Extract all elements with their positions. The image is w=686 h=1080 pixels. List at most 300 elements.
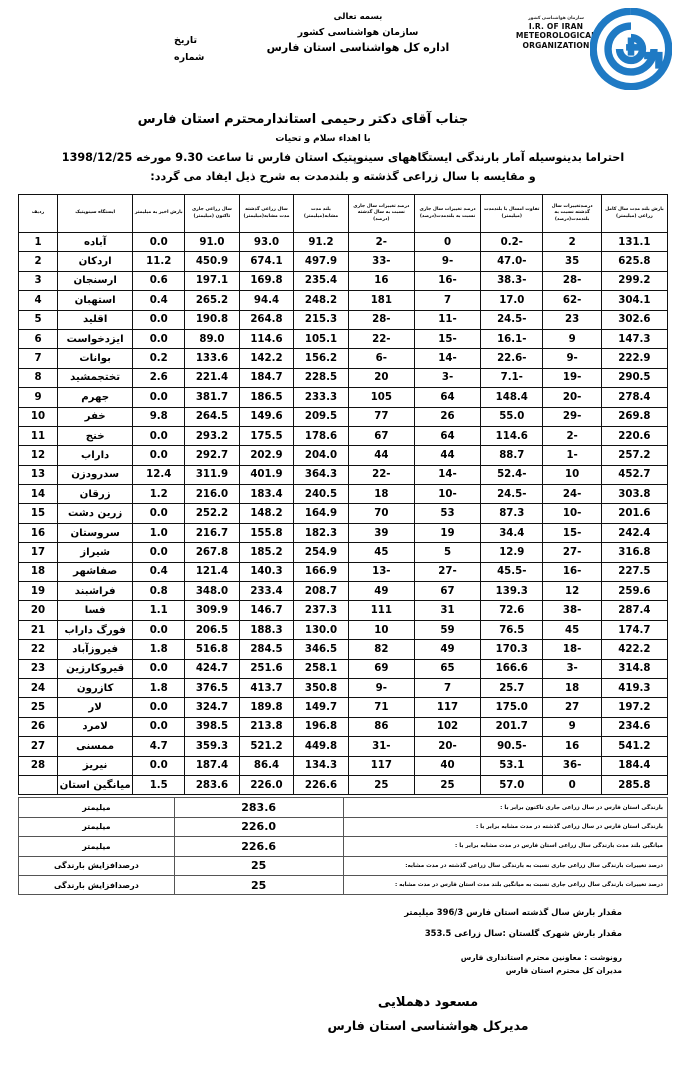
data-cell: 142.2 [239, 349, 294, 368]
data-cell: -38 [543, 601, 601, 620]
row-number-cell: 25 [19, 698, 58, 717]
date-label: تاریخ [174, 35, 198, 46]
table-row [19, 601, 668, 620]
data-cell: 44 [348, 446, 414, 465]
data-cell: 413.7 [239, 678, 294, 697]
station-name-cell: میانگین استان [58, 775, 133, 794]
station-name-cell: اقلید [58, 310, 133, 329]
column-header-9: ایستگاه سینوپتیک [58, 195, 133, 233]
data-cell: 114.6 [239, 329, 294, 348]
data-cell: -13 [348, 562, 414, 581]
table-row [19, 698, 668, 717]
data-cell: 0.0 [133, 698, 185, 717]
data-cell: 25 [414, 775, 480, 794]
table-row [19, 485, 668, 504]
data-cell: -19 [543, 368, 601, 387]
data-cell: -27 [414, 562, 480, 581]
data-cell: 316.8 [601, 543, 667, 562]
station-name-cell: زرقان [58, 485, 133, 504]
data-cell: 9 [543, 329, 601, 348]
row-number-cell: 23 [19, 659, 58, 678]
data-cell: -2 [543, 426, 601, 445]
column-header-2: تفاوت امسال با بلندمدت (میلیمتر) [481, 195, 543, 233]
cc-line-2: مدیران کل محترم استان فارس [505, 966, 622, 976]
column-header-6: سال زراعی گذشته مدت مشابه(میلیمتر) [239, 195, 294, 233]
station-name-cell: خفر [58, 407, 133, 426]
table-row [19, 582, 668, 601]
table-row [19, 271, 668, 290]
header-meta-fields [174, 32, 234, 66]
data-cell: 674.1 [239, 252, 294, 271]
data-cell: 299.2 [601, 271, 667, 290]
rainfall-table-container [0, 194, 686, 795]
data-cell: 117 [348, 756, 414, 775]
data-cell: 133.6 [185, 349, 240, 368]
data-cell: 11.2 [133, 252, 185, 271]
table-row [19, 620, 668, 639]
data-cell: 0.0 [133, 426, 185, 445]
data-cell: 16 [543, 737, 601, 756]
data-cell: 10 [348, 620, 414, 639]
data-cell: 155.8 [239, 523, 294, 542]
data-cell: 26 [414, 407, 480, 426]
data-cell: 166.6 [481, 659, 543, 678]
data-cell: 252.2 [185, 504, 240, 523]
data-cell: 625.8 [601, 252, 667, 271]
table-header-row [19, 195, 668, 233]
table-row [19, 717, 668, 736]
data-cell: 182.3 [294, 523, 349, 542]
row-number-cell: 15 [19, 504, 58, 523]
row-number-cell: 7 [19, 349, 58, 368]
data-cell: 0.0 [133, 659, 185, 678]
carbon-copy-block [20, 951, 666, 977]
data-cell: 4.7 [133, 737, 185, 756]
station-name-cell: اردکان [58, 252, 133, 271]
footer-note-2: مقدار بارش شهرک گلستان :سال زراعی 353.5 [424, 928, 622, 939]
table-row [19, 388, 668, 407]
row-number-cell: 2 [19, 252, 58, 271]
data-cell: 242.4 [601, 523, 667, 542]
table-row [19, 349, 668, 368]
summary-label: درصد تغییرات بارندگی سال زراعی جاری نسبت به میانگین بلند مدت استان فارس در مدت مشابه : [343, 875, 668, 894]
station-name-cell: فراشبند [58, 582, 133, 601]
data-cell: 34.4 [481, 523, 543, 542]
signatory-title: مدیرکل هواشناسی استان فارس [327, 1018, 529, 1034]
data-cell: 45 [543, 620, 601, 639]
table-row [19, 310, 668, 329]
data-cell: 190.8 [185, 310, 240, 329]
besmeh-line: بسمه تعالی [333, 12, 383, 22]
station-name-cell: فسا [58, 601, 133, 620]
data-cell: 283.6 [185, 775, 240, 794]
intro-body-line-2: و مقایسه با سال زراعی گذشته و بلندمدت به شرح ذیل ایفاد می گردد: [150, 170, 536, 183]
data-cell: 0.0 [133, 446, 185, 465]
data-cell: 452.7 [601, 465, 667, 484]
data-cell: 208.7 [294, 582, 349, 601]
data-cell: -24.5 [481, 485, 543, 504]
summary-unit: درصدافزایش بارندگی [19, 856, 175, 875]
data-cell: -16.1 [481, 329, 543, 348]
data-cell: 0.4 [133, 562, 185, 581]
data-cell: 49 [414, 640, 480, 659]
data-cell: 70 [348, 504, 414, 523]
data-cell: 0.0 [133, 310, 185, 329]
data-cell: 147.3 [601, 329, 667, 348]
document-header [0, 0, 686, 98]
data-cell: 201.7 [481, 717, 543, 736]
data-cell: 183.4 [239, 485, 294, 504]
summary-row [19, 817, 668, 836]
data-cell: 0.6 [133, 271, 185, 290]
row-number-cell: 8 [19, 368, 58, 387]
summary-value: 226.0 [174, 817, 343, 836]
row-number-cell: 20 [19, 601, 58, 620]
table-row [19, 465, 668, 484]
data-cell: 72.6 [481, 601, 543, 620]
data-cell: -15 [414, 329, 480, 348]
data-cell: 184.7 [239, 368, 294, 387]
table-row [19, 523, 668, 542]
data-cell: 0.2 [133, 349, 185, 368]
data-cell: 156.2 [294, 349, 349, 368]
table-row [19, 504, 668, 523]
data-cell: 39 [348, 523, 414, 542]
data-cell: 293.2 [185, 426, 240, 445]
data-cell: -2 [348, 233, 414, 252]
data-cell: 0.8 [133, 582, 185, 601]
row-number-cell: 28 [19, 756, 58, 775]
row-number-cell: 27 [19, 737, 58, 756]
summary-table [18, 797, 668, 895]
data-cell: -22.6 [481, 349, 543, 368]
data-cell: -15 [543, 523, 601, 542]
row-number-cell: 24 [19, 678, 58, 697]
data-cell: 149.7 [294, 698, 349, 717]
data-cell: 55.0 [481, 407, 543, 426]
data-cell: 27 [543, 698, 601, 717]
summary-unit: میلیمتر [19, 798, 175, 817]
data-cell: 419.3 [601, 678, 667, 697]
data-cell: -3 [414, 368, 480, 387]
row-number-cell: 26 [19, 717, 58, 736]
data-cell: 0.0 [133, 543, 185, 562]
column-header-8: بارش اخیر به میلیمتر [133, 195, 185, 233]
data-cell: 121.4 [185, 562, 240, 581]
data-cell: 186.5 [239, 388, 294, 407]
station-name-cell: بوانات [58, 349, 133, 368]
data-cell: 0.0 [133, 504, 185, 523]
data-cell: 0.0 [133, 717, 185, 736]
table-row [19, 329, 668, 348]
data-cell: 302.6 [601, 310, 667, 329]
data-cell: 25 [348, 775, 414, 794]
row-number-cell: 22 [19, 640, 58, 659]
data-cell: 258.1 [294, 659, 349, 678]
table-row [19, 562, 668, 581]
data-cell: 233.4 [239, 582, 294, 601]
data-cell: -11 [414, 310, 480, 329]
data-cell: 102 [414, 717, 480, 736]
data-cell: 259.6 [601, 582, 667, 601]
data-cell: 76.5 [481, 620, 543, 639]
data-cell: 148.2 [239, 504, 294, 523]
logo-en-line-2: METEOROLOGICAL [515, 31, 597, 41]
table-row [19, 291, 668, 310]
data-cell: 0.0 [133, 620, 185, 639]
logo-persian-caption: سازمان هواشناسی کشور [528, 16, 584, 21]
data-cell: 53 [414, 504, 480, 523]
data-cell: 5 [414, 543, 480, 562]
data-cell: 131.1 [601, 233, 667, 252]
data-cell: 7 [414, 291, 480, 310]
data-cell: 0.0 [133, 329, 185, 348]
table-row [19, 233, 668, 252]
summary-unit: درصدافزایش بارندگی [19, 875, 175, 894]
data-cell: 16 [348, 271, 414, 290]
data-cell: 1.2 [133, 485, 185, 504]
data-cell: -47.0 [481, 252, 543, 271]
data-cell: 89.0 [185, 329, 240, 348]
data-cell: -36 [543, 756, 601, 775]
data-cell: 87.3 [481, 504, 543, 523]
data-cell: -6 [348, 349, 414, 368]
data-cell: -1 [543, 446, 601, 465]
row-number-cell: 5 [19, 310, 58, 329]
data-cell: 175.5 [239, 426, 294, 445]
summary-table-container [0, 797, 686, 895]
table-row [19, 775, 668, 794]
station-name-cell: لار [58, 698, 133, 717]
station-name-cell: داراب [58, 446, 133, 465]
data-cell: 57.0 [481, 775, 543, 794]
table-row [19, 368, 668, 387]
data-cell: -14 [414, 349, 480, 368]
station-name-cell: نیریز [58, 756, 133, 775]
organization-logo [498, 6, 676, 92]
data-cell: 304.1 [601, 291, 667, 310]
addressee-line: جناب آقای دکتر رحیمی استاندارمحترم استان فارس [137, 112, 469, 127]
data-cell: 292.7 [185, 446, 240, 465]
data-cell: 169.8 [239, 271, 294, 290]
data-cell: -18 [543, 640, 601, 659]
station-name-cell: قیروکارزین [58, 659, 133, 678]
data-cell: 204.0 [294, 446, 349, 465]
data-cell: 31 [414, 601, 480, 620]
summary-value: 226.6 [174, 837, 343, 856]
data-cell: 234.6 [601, 717, 667, 736]
data-cell: 7 [414, 678, 480, 697]
data-cell: 12 [543, 582, 601, 601]
data-cell: 164.9 [294, 504, 349, 523]
station-name-cell: سروستان [58, 523, 133, 542]
data-cell: 91.0 [185, 233, 240, 252]
data-cell: 187.4 [185, 756, 240, 775]
column-header-0: بارش بلند مدت سال کامل زراعی (میلیمتر) [601, 195, 667, 233]
data-cell: 45 [348, 543, 414, 562]
data-cell: 257.2 [601, 446, 667, 465]
table-row [19, 407, 668, 426]
station-name-cell: سدرودزن [58, 465, 133, 484]
summary-label: بارندگی استان فارس در سال زراعی گذشته در مدت مشابه برابر با : [343, 817, 668, 836]
data-cell: 140.3 [239, 562, 294, 581]
data-cell: 188.3 [239, 620, 294, 639]
column-header-4: درصد تغییرات سال جاری نسبت به سال گذشته (درصد) [348, 195, 414, 233]
data-cell: 148.4 [481, 388, 543, 407]
data-cell: 350.8 [294, 678, 349, 697]
data-cell: 25.7 [481, 678, 543, 697]
spiral-logo-icon [590, 8, 672, 90]
data-cell: 0.4 [133, 291, 185, 310]
document-footer [0, 907, 686, 1037]
row-number-cell: 21 [19, 620, 58, 639]
data-cell: 9 [543, 717, 601, 736]
data-cell: 422.2 [601, 640, 667, 659]
data-cell: 424.7 [185, 659, 240, 678]
summary-row [19, 798, 668, 817]
data-cell: 0 [543, 775, 601, 794]
data-cell: -27 [543, 543, 601, 562]
data-cell: 10 [543, 465, 601, 484]
data-cell: -45.5 [481, 562, 543, 581]
data-cell: -52.4 [481, 465, 543, 484]
summary-value: 25 [174, 856, 343, 875]
data-cell: 185.2 [239, 543, 294, 562]
table-row [19, 678, 668, 697]
row-number-cell: 11 [19, 426, 58, 445]
data-cell: 202.9 [239, 446, 294, 465]
data-cell: 209.5 [294, 407, 349, 426]
station-name-cell: فورگ داراب [58, 620, 133, 639]
data-cell: 267.8 [185, 543, 240, 562]
data-cell: 222.9 [601, 349, 667, 368]
station-name-cell: خنج [58, 426, 133, 445]
data-cell: 35 [543, 252, 601, 271]
row-number-cell: 10 [19, 407, 58, 426]
data-cell: 309.9 [185, 601, 240, 620]
intro-section [0, 98, 686, 183]
data-cell: 284.5 [239, 640, 294, 659]
summary-unit: میلیمتر [19, 837, 175, 856]
station-name-cell: جهرم [58, 388, 133, 407]
row-number-cell: 12 [19, 446, 58, 465]
data-cell: 49 [348, 582, 414, 601]
row-number-cell: 3 [19, 271, 58, 290]
table-row [19, 446, 668, 465]
cc-line-1: رونوشت : معاونین محترم استانداری فارس [460, 953, 622, 963]
station-name-cell: زرین دشت [58, 504, 133, 523]
data-cell: 285.8 [601, 775, 667, 794]
data-cell: 184.4 [601, 756, 667, 775]
data-cell: -24 [543, 485, 601, 504]
header-center-titles [248, 10, 468, 55]
data-cell: 376.5 [185, 678, 240, 697]
data-cell: 146.7 [239, 601, 294, 620]
data-cell: 174.7 [601, 620, 667, 639]
data-cell: 228.5 [294, 368, 349, 387]
data-cell: -29 [543, 407, 601, 426]
data-cell: -20 [414, 737, 480, 756]
data-cell: 77 [348, 407, 414, 426]
data-cell: 346.5 [294, 640, 349, 659]
station-name-cell: ممسنی [58, 737, 133, 756]
row-number-cell: 19 [19, 582, 58, 601]
row-number-cell: 17 [19, 543, 58, 562]
data-cell: 19 [414, 523, 480, 542]
table-row [19, 426, 668, 445]
row-number-cell: 13 [19, 465, 58, 484]
data-cell: 71 [348, 698, 414, 717]
data-cell: 264.5 [185, 407, 240, 426]
data-cell: 251.6 [239, 659, 294, 678]
data-cell: -10 [414, 485, 480, 504]
data-cell: 398.5 [185, 717, 240, 736]
summary-row [19, 837, 668, 856]
table-row [19, 756, 668, 775]
data-cell: 290.5 [601, 368, 667, 387]
data-cell: 105 [348, 388, 414, 407]
summary-value: 283.6 [174, 798, 343, 817]
data-cell: -28 [348, 310, 414, 329]
data-cell: 134.3 [294, 756, 349, 775]
station-name-cell: استهبان [58, 291, 133, 310]
data-cell: 44 [414, 446, 480, 465]
data-cell: 216.7 [185, 523, 240, 542]
data-cell: 12.9 [481, 543, 543, 562]
data-cell: 226.6 [294, 775, 349, 794]
data-cell: 233.3 [294, 388, 349, 407]
data-cell: 303.8 [601, 485, 667, 504]
data-cell: 1.8 [133, 640, 185, 659]
summary-row [19, 875, 668, 894]
department-line: اداره کل هواشناسی استان فارس [266, 41, 450, 54]
data-cell: 189.8 [239, 698, 294, 717]
data-cell: -20 [543, 388, 601, 407]
data-cell: 130.0 [294, 620, 349, 639]
row-number-cell: 6 [19, 329, 58, 348]
data-cell: -28 [543, 271, 601, 290]
data-cell: 170.3 [481, 640, 543, 659]
data-cell: -22 [348, 329, 414, 348]
data-cell: 139.3 [481, 582, 543, 601]
summary-label: درصد تغییرات بارندگی سال زراعی جاری نسبت به بارندگی سال زراعی گذشته در مدت مشابه: [343, 856, 668, 875]
data-cell: 149.6 [239, 407, 294, 426]
table-row [19, 543, 668, 562]
data-cell: 67 [348, 426, 414, 445]
footer-note-1: مقدار بارش سال گذشته استان فارس 396/3 میلیمتر [404, 907, 622, 918]
column-header-10: ردیف [19, 195, 58, 233]
data-cell: -90.5 [481, 737, 543, 756]
data-cell: 17.0 [481, 291, 543, 310]
data-cell: 264.8 [239, 310, 294, 329]
data-cell: -14 [414, 465, 480, 484]
data-cell: 314.8 [601, 659, 667, 678]
data-cell: 105.1 [294, 329, 349, 348]
summary-unit: میلیمتر [19, 817, 175, 836]
data-cell: 216.0 [185, 485, 240, 504]
data-cell: 114.6 [481, 426, 543, 445]
table-row [19, 252, 668, 271]
station-name-cell: شیراز [58, 543, 133, 562]
data-cell: 65 [414, 659, 480, 678]
data-cell: 221.4 [185, 368, 240, 387]
data-cell: 201.6 [601, 504, 667, 523]
data-cell: 40 [414, 756, 480, 775]
logo-en-line-1: I.R. OF IRAN [528, 22, 584, 31]
organization-line: سازمان هواشناسی کشور [297, 27, 419, 38]
station-name-cell: تختجمشید [58, 368, 133, 387]
data-cell: 516.8 [185, 640, 240, 659]
